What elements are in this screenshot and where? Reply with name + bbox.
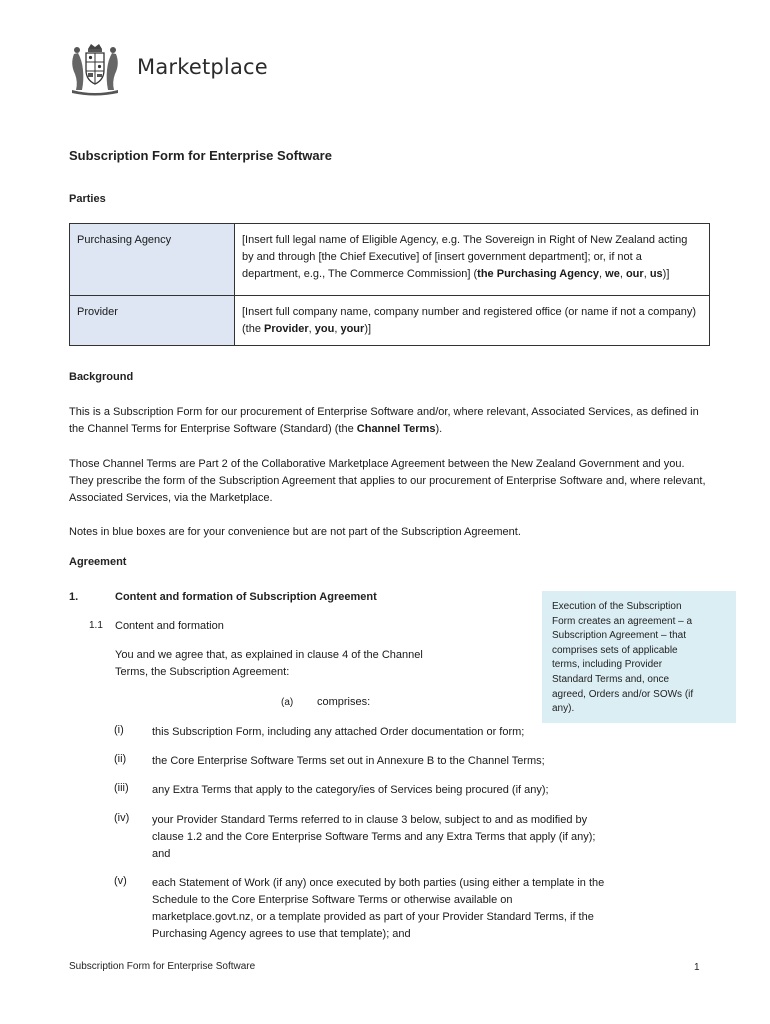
- background-heading: Background: [69, 371, 134, 383]
- background-paragraph-1: This is a Subscription Form for our procurement of Enterprise Software and/or, where relevant, Associated Services, as defined in the Channel Terms for Enterprise Software (Standard) (the Channel Terms).: [69, 406, 699, 435]
- provider-value: [Insert full company name, company number and registered office (or name if not a company) (the Provider, you, your)]: [235, 296, 710, 346]
- document-title: Subscription Form for Enterprise Software: [69, 148, 332, 163]
- footer-text: Subscription Form for Enterprise Software: [69, 961, 256, 972]
- list-item: your Provider Standard Terms referred to in clause 3 below, subject to and as modified by clause 1.2 and the Core Enterprise Software Terms and any Extra Terms that apply (if any); and: [152, 814, 596, 860]
- parties-table: [69, 223, 710, 346]
- background-paragraph-2: Those Channel Terms are Part 2 of the Collaborative Marketplace Agreement between the New Zealand Government and you. They prescribe the form of the Subscription Agreement that applies to our procurement of Enterprise Software and, where relevant, Associated Services, via the Marketplace.: [69, 458, 706, 504]
- clause-1-1-number: 1.1: [89, 620, 103, 631]
- nz-coat-of-arms-icon: [66, 40, 124, 96]
- list-item: this Subscription Form, including any attached Order documentation or form;: [152, 726, 525, 738]
- list-item: any Extra Terms that apply to the category/ies of Services being procured (if any);: [152, 784, 549, 796]
- agreement-heading: Agreement: [69, 556, 127, 568]
- page-number: 1: [694, 962, 700, 973]
- list-item-number: (v): [114, 875, 127, 887]
- note-box: Execution of the Subscription Form creates an agreement – a Subscription Agreement – that comprises sets of applicable terms, including Provider Standard Terms and, once agreed, Orders and/or SOWs (if any).: [542, 591, 736, 723]
- sub-clause-a-text: comprises:: [317, 696, 371, 708]
- list-item-number: (i): [114, 724, 124, 736]
- clause-1-1-text-line-1: You and we agree that, as explained in clause 4 of the Channel: [115, 649, 423, 661]
- list-item-number: (iii): [114, 782, 129, 794]
- marketplace-logo-text: Marketplace: [137, 55, 268, 79]
- table-row: [70, 296, 710, 346]
- list-item: each Statement of Work (if any) once executed by both parties (using either a template in the Schedule to the Core Enterprise Software Terms or otherwise available on marketplace.govt.nz, or a template provided as part of your Provider Standard Terms, if the Purchasing Agency agrees to use that template); and: [152, 877, 605, 940]
- clause-1-number: 1.: [69, 591, 79, 603]
- purchasing-agency-label: Purchasing Agency: [70, 224, 235, 296]
- clause-1-title: Content and formation of Subscription Agreement: [115, 591, 377, 603]
- purchasing-agency-value: [Insert full legal name of Eligible Agency, e.g. The Sovereign in Right of New Zealand acting by and through [the Chief Executive] of [insert government department]; or, if not a department, e.g., The Commerce Commission] (the Purchasing Agency, we, our, us)]: [235, 224, 710, 296]
- sub-clause-a-number: (a): [281, 697, 294, 708]
- background-paragraph-3: Notes in blue boxes are for your convenience but are not part of the Subscription Agreement.: [69, 526, 521, 538]
- parties-heading: Parties: [69, 193, 106, 205]
- clause-1-1-title: Content and formation: [115, 620, 224, 632]
- list-item-number: (iv): [114, 812, 130, 824]
- list-item-number: (ii): [114, 753, 127, 765]
- list-item: the Core Enterprise Software Terms set out in Annexure B to the Channel Terms;: [152, 755, 545, 767]
- table-row: [70, 224, 710, 296]
- provider-label: Provider: [70, 296, 235, 346]
- clause-1-1-text-line-2: Terms, the Subscription Agreement:: [115, 666, 290, 678]
